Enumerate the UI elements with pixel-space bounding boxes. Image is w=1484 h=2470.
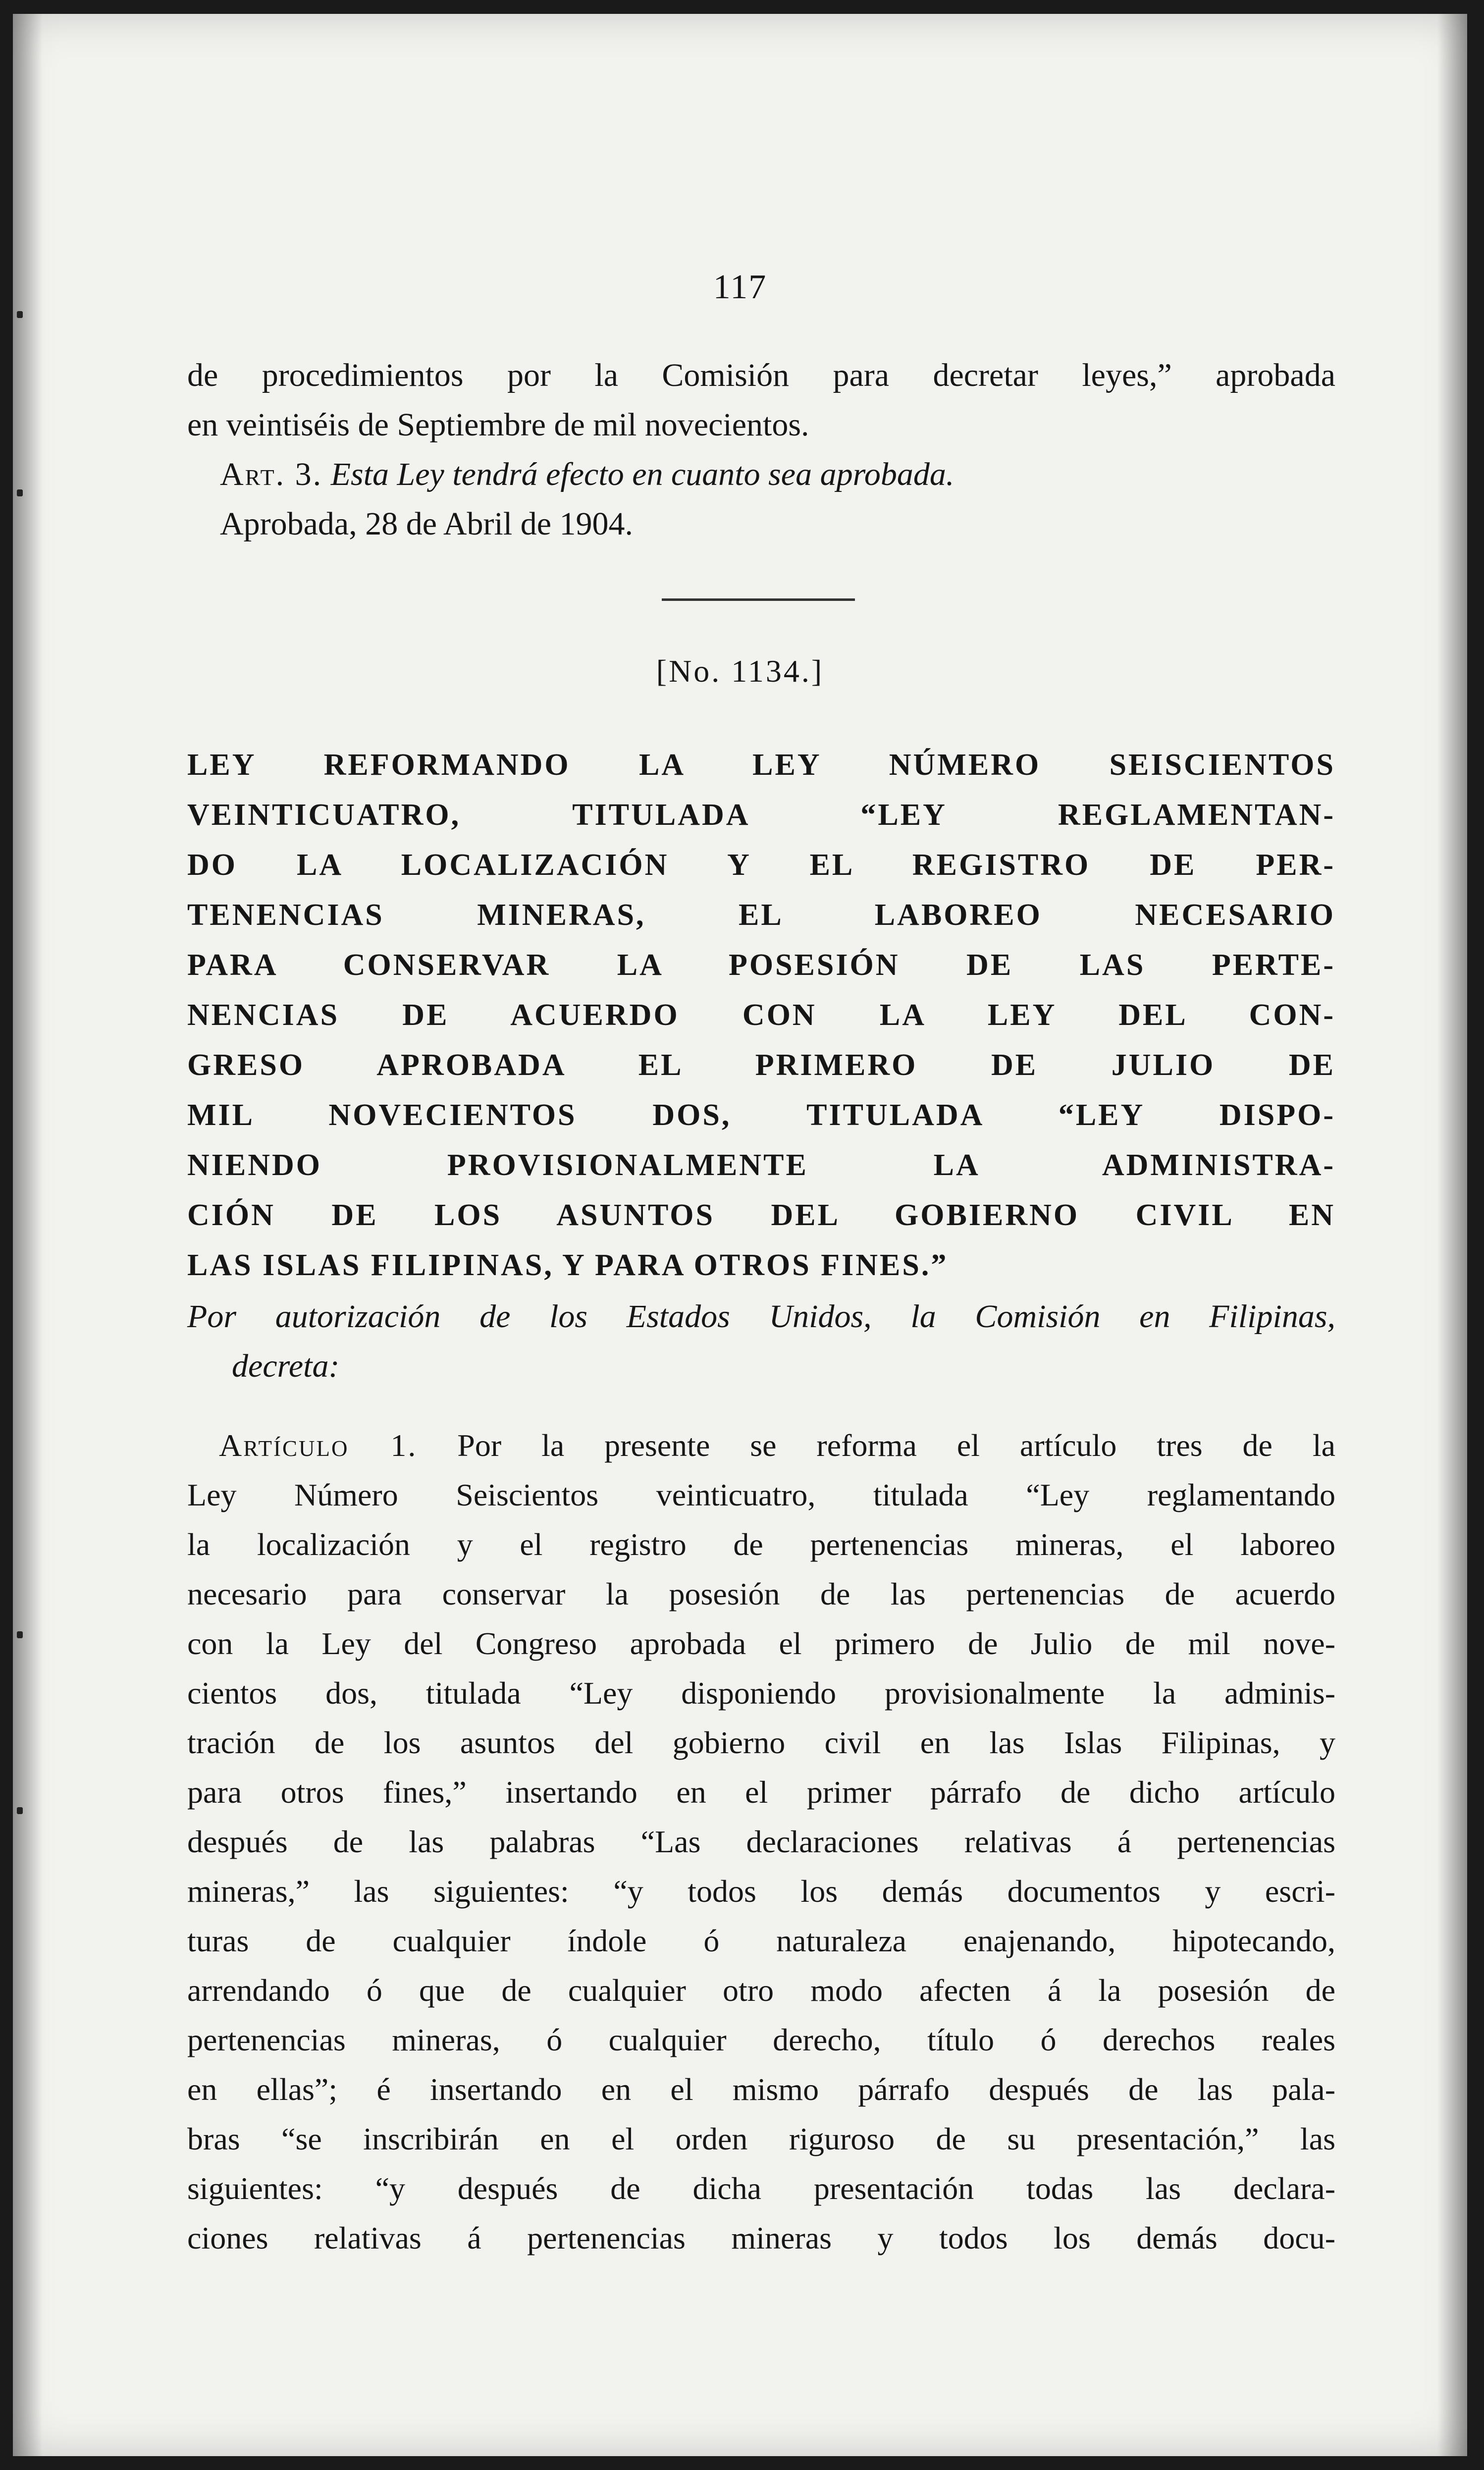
- bill-title: [187, 740, 1335, 1290]
- scan-shadow-right: [1437, 14, 1467, 2456]
- title-line: LEY REFORMANDO LA LEY NÚMERO SEISCIENTOS: [187, 748, 1335, 782]
- text-line: mineras,” las siguientes: “y todos los demás documentos y escri-: [187, 1874, 1335, 1909]
- margin-mark: [17, 1807, 23, 1814]
- text-line: cientos dos, titulada “Ley disponiendo provisionalmente la adminis-: [187, 1675, 1335, 1711]
- article-3-text: Esta Ley tendrá efecto en cuanto sea aprobada.: [330, 456, 954, 492]
- approval-date: [187, 499, 1335, 549]
- article-1-label: Artículo 1.: [219, 1428, 418, 1463]
- title-line: TENENCIAS MINERAS, EL LABOREO NECESARIO: [187, 898, 1335, 932]
- article-3: [187, 450, 1335, 499]
- bill-number: [No. 1134.]: [656, 653, 824, 689]
- enacting-line: Por autorización de los Estados Unidos, la Comisión en Filipinas,: [187, 1298, 1335, 1335]
- enacting-clause: [187, 1292, 1335, 1391]
- scan-shadow-left: [13, 14, 43, 2456]
- text-line: tración de los asuntos del gobierno civil en las Islas Filipinas, y: [187, 1725, 1335, 1760]
- text-line: bras “se inscribirán en el orden riguroso de su presentación,” las: [187, 2121, 1335, 2156]
- text-line: la localización y el registro de pertenencias mineras, el laboreo: [187, 1527, 1335, 1562]
- article-3-label: Art. 3.: [220, 456, 323, 492]
- text-line: de procedimientos por la Comisión para decretar leyes,” aprobada: [187, 357, 1335, 393]
- enacting-line: decreta:: [232, 1348, 340, 1384]
- text-line: con la Ley del Congreso aprobada el primero de Julio de mil nove-: [187, 1626, 1335, 1661]
- text-line: turas de cualquier índole ó naturaleza enajenando, hipotecando,: [187, 1923, 1335, 1958]
- title-line: GRESO APROBADA EL PRIMERO DE JULIO DE: [187, 1048, 1335, 1082]
- title-line: LAS ISLAS FILIPINAS, Y PARA OTROS FINES.”: [187, 1248, 949, 1282]
- title-line: CIÓN DE LOS ASUNTOS DEL GOBIERNO CIVIL EN: [187, 1198, 1335, 1232]
- text-line: en veintiséis de Septiembre de mil novecientos.: [187, 407, 809, 443]
- title-line: VEINTICUATRO, TITULADA “LEY REGLAMENTAN-: [187, 798, 1335, 832]
- text-line: en ellas”; é insertando en el mismo párrafo después de las pala-: [187, 2072, 1335, 2107]
- title-line: MIL NOVECIENTOS DOS, TITULADA “LEY DISPO-: [187, 1098, 1335, 1132]
- text-line: necesario para conservar la posesión de las pertenencias de acuerdo: [187, 1576, 1335, 1611]
- scanned-page: [13, 14, 1467, 2456]
- title-line: PARA CONSERVAR LA POSESIÓN DE LAS PERTE-: [187, 948, 1335, 982]
- text-line: pertenencias mineras, ó cualquier derecho, título ó derechos reales: [187, 2022, 1335, 2057]
- title-line: DO LA LOCALIZACIÓN Y EL REGISTRO DE PER-: [187, 848, 1335, 882]
- title-line: NIENDO PROVISIONALMENTE LA ADMINISTRA-: [187, 1148, 1335, 1182]
- text-line: siguientes: “y después de dicha presentación todas las declara-: [187, 2171, 1335, 2206]
- page-number: 117: [713, 268, 767, 306]
- margin-mark: [17, 1631, 23, 1638]
- margin-mark: [17, 489, 23, 496]
- article-1-first-text: Por la presente se reforma el artículo tres de la: [457, 1428, 1336, 1463]
- text-line: ciones relativas á pertenencias mineras y todos los demás docu-: [187, 2220, 1335, 2255]
- approval-date-text: Aprobada, 28 de Abril de 1904.: [220, 506, 633, 542]
- article-1-first-line: [187, 1421, 1335, 1470]
- section-divider: [662, 598, 855, 601]
- text-line: Ley Número Seiscientos veinticuatro, titulada “Ley reglamentando: [187, 1477, 1335, 1512]
- margin-mark: [17, 311, 23, 318]
- intro-paragraph: [187, 351, 1335, 549]
- text-line: después de las palabras “Las declaraciones relativas á pertenencias: [187, 1824, 1335, 1859]
- title-line: NENCIAS DE ACUERDO CON LA LEY DEL CON-: [187, 998, 1335, 1032]
- article-1: [187, 1421, 1335, 2263]
- text-line: arrendando ó que de cualquier otro modo afecten á la posesión de: [187, 1973, 1335, 2008]
- text-line: para otros fines,” insertando en el primer párrafo de dicho artículo: [187, 1774, 1335, 1810]
